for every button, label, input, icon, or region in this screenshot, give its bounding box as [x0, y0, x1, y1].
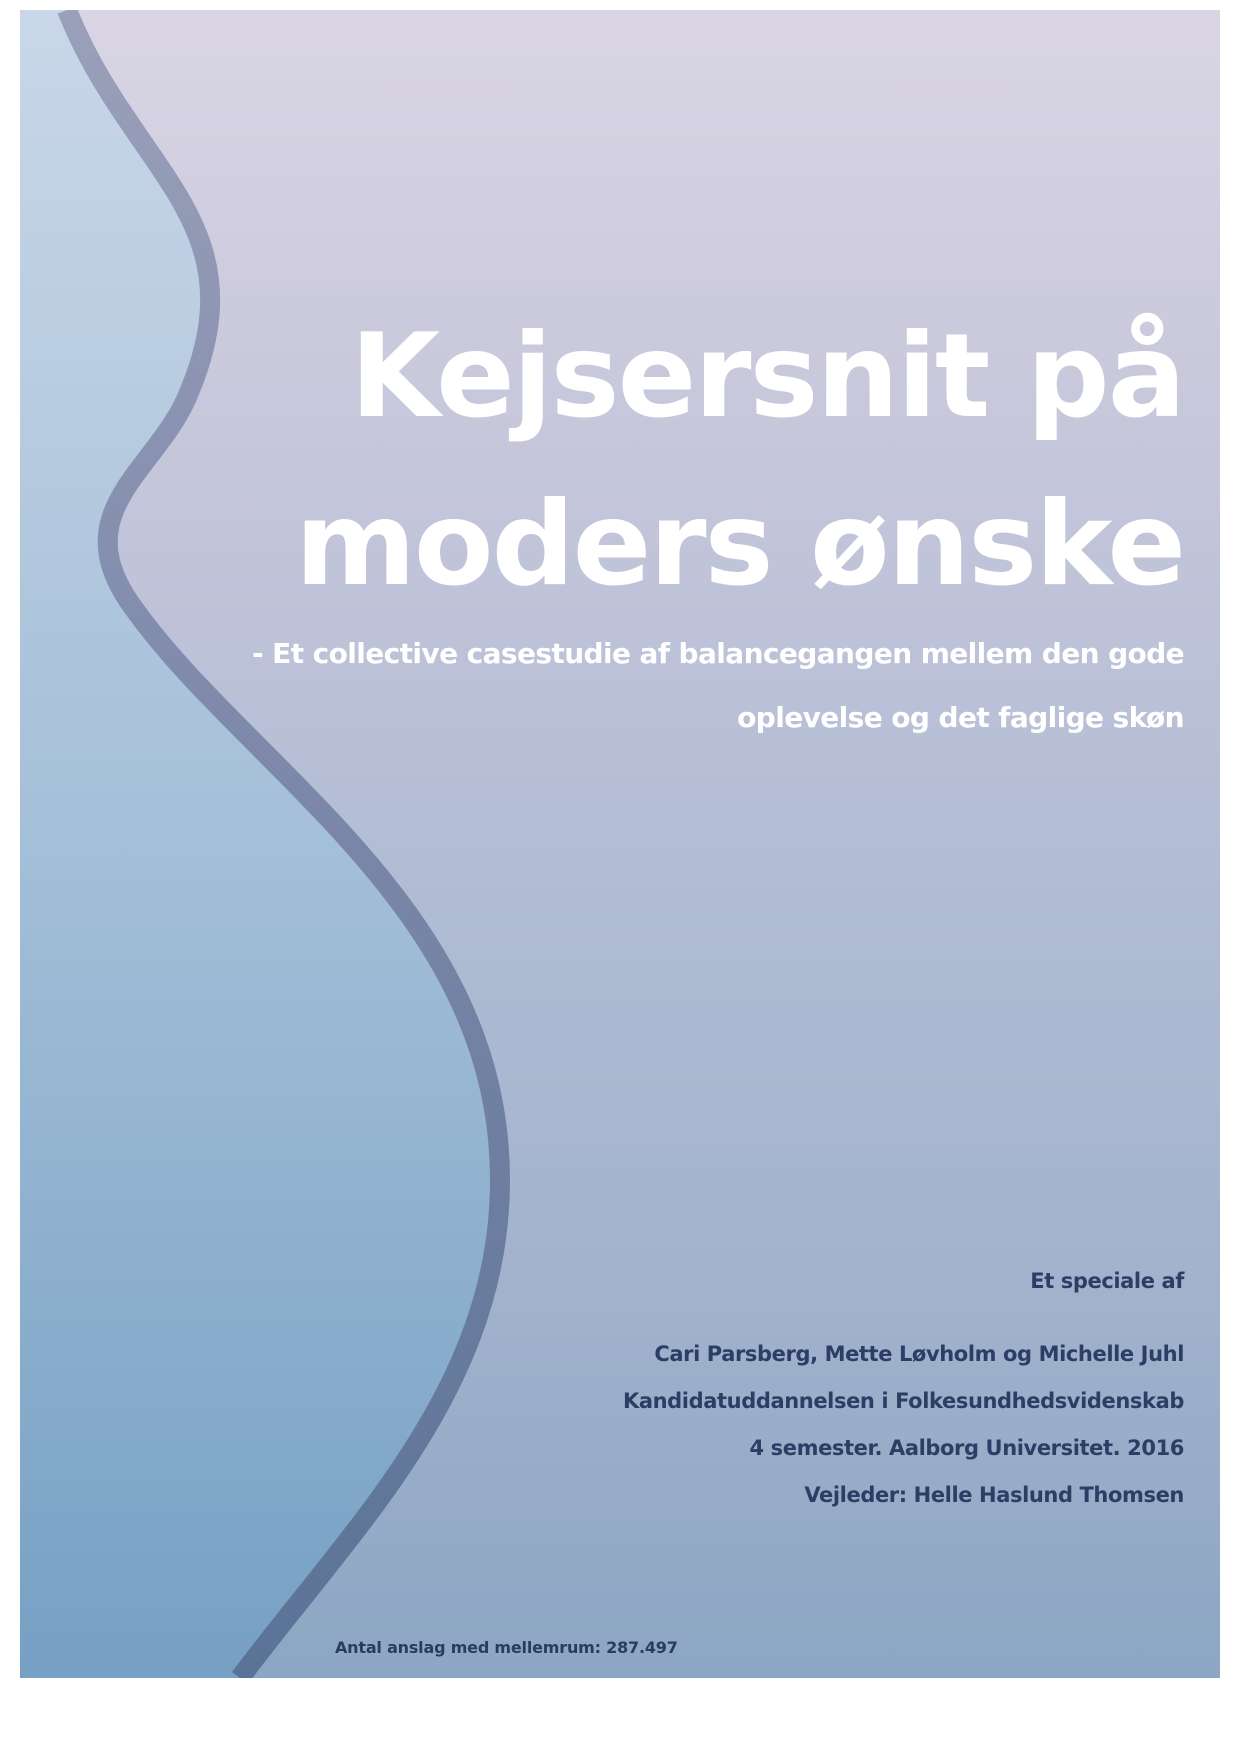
program-name: Kandidatuddannelsen i Folkesundhedsvidenskab — [622, 1389, 1184, 1413]
document-subtitle — [184, 622, 1184, 750]
author-names: Cari Parsberg, Mette Løvholm og Michelle Juhl — [654, 1342, 1184, 1366]
subtitle-line: oplevelse og det faglige skøn — [737, 701, 1184, 734]
supervisor-name: Vejleder: Helle Haslund Thomsen — [804, 1483, 1184, 1507]
character-count: Antal anslag med mellemrum: 287.497 — [335, 1638, 678, 1657]
semester-info: 4 semester. Aalborg Universitet. 2016 — [749, 1436, 1184, 1460]
title-line: moders ønske — [295, 477, 1184, 612]
title-line: Kejsersnit på — [350, 309, 1184, 444]
document-title — [295, 293, 1184, 629]
subtitle-line: - Et collective casestudie af balancegangen mellem den gode — [252, 637, 1184, 670]
author-info-block — [623, 1258, 1184, 1519]
cover-background — [20, 10, 1220, 1678]
thesis-by-label: Et speciale af — [1030, 1269, 1184, 1293]
